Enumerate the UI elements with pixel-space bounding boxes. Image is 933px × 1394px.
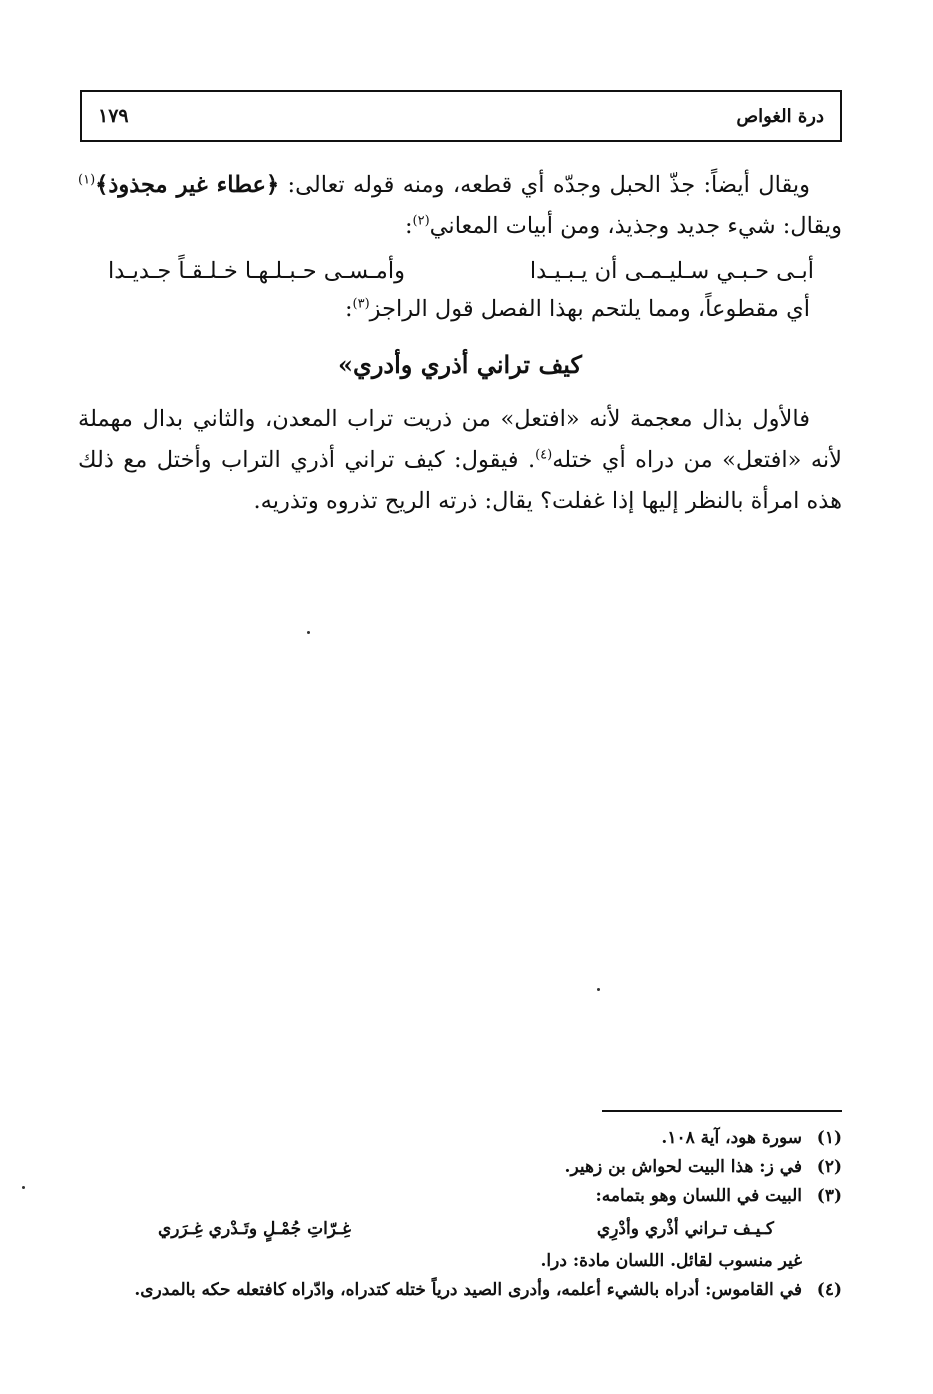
footnote-ref-2: (٢) [412, 213, 430, 229]
footnote-verse-first: كـيـف تـراني أذْري وأدْرِي [596, 1219, 774, 1239]
page-number: ١٧٩ [98, 105, 129, 127]
footnote-verse [78, 1211, 842, 1247]
running-header [80, 90, 842, 142]
paragraph-1-text-c: : [404, 213, 413, 239]
paragraph-2 [78, 289, 842, 330]
footnote-3-continuation: غير منسوب لقائل. اللسان مادة: درا. [540, 1251, 802, 1271]
paragraph-1-text-a: ويقال أيضاً: جذّ الحبل وجدّه أي قطعه، ومنه قوله تعالى: [279, 172, 810, 198]
scan-speck [22, 1186, 25, 1189]
footnote-number: (٣) [816, 1186, 842, 1206]
footnote-text: البيت في اللسان وهو بتمامه: [595, 1186, 802, 1206]
footnote-ref-3: (٣) [352, 296, 370, 312]
footnote-2 [78, 1153, 842, 1182]
scan-speck [307, 631, 310, 634]
verse-second-hemistich: وأمـسـى حـبـلـهـا خـلـقـاً جـديـدا [108, 258, 405, 284]
footnote-text: في ز: هذا البيت لحواش بن زهير. [564, 1157, 802, 1177]
footnote-ref-1: (١) [78, 172, 96, 188]
footnote-ref-4: (٤) [535, 447, 553, 463]
footnote-list [78, 1124, 842, 1305]
paragraph-3-text-b: . فيقول: كيف تراني أذري التراب وأختل مع ذلك هذه امرأة بالنظر إليها إذا غفلت؟ يقال: ذرته الريح تذروه وتذريه. [78, 447, 842, 514]
scan-speck [597, 988, 600, 991]
paragraph-2-text: أي مقطوعاً، ومما يلتحم بهذا الفصل قول الراجز [369, 296, 810, 322]
quran-quote: ﴿عطاء غير مجذوذ﴾ [95, 172, 280, 198]
paragraph-2-end: : [344, 296, 353, 322]
footnote-text: سورة هود، آية ١٠٨. [661, 1128, 802, 1148]
footnote-verse-second: غِـرّاتِ جُمْـلٍ وتَـدْري غِـرَري [158, 1219, 352, 1239]
verse-first-hemistich: أبـى حـبـي سـليـمـى أن يـبـيـدا [529, 258, 814, 284]
section-heading: كيف تراني أذري وأدري» [338, 350, 582, 379]
paragraph-1 [78, 165, 842, 247]
main-text [78, 165, 842, 522]
footnote-text: في القاموس: أدراه بالشيء أعلمه، وأدرى الصيد درياً ختله كتدراه، وادّراه كافتعله حكه بالمدرى. [134, 1280, 802, 1300]
footnote-number: (٤) [816, 1280, 842, 1300]
paragraph-3 [78, 399, 842, 522]
paragraph-1-text-b: ويقال: شيء جديد وجذيذ، ومن أبيات المعاني [429, 213, 842, 239]
footnote-1 [78, 1124, 842, 1153]
footnote-number: (١) [816, 1128, 842, 1148]
running-title: درة الغواص [736, 105, 824, 127]
footnote-3 [78, 1182, 842, 1211]
footnote-4 [78, 1276, 842, 1305]
footnote-number: (٢) [816, 1157, 842, 1177]
footnote-divider [602, 1110, 842, 1112]
poem-verse [78, 253, 842, 289]
paragraph-3-text-a: فالأول بذال معجمة لأنه «افتعل» من ذريت تراب المعدن، والثاني بدال مهملة لأنه «افتعل» من دراه أي ختله [78, 406, 842, 473]
